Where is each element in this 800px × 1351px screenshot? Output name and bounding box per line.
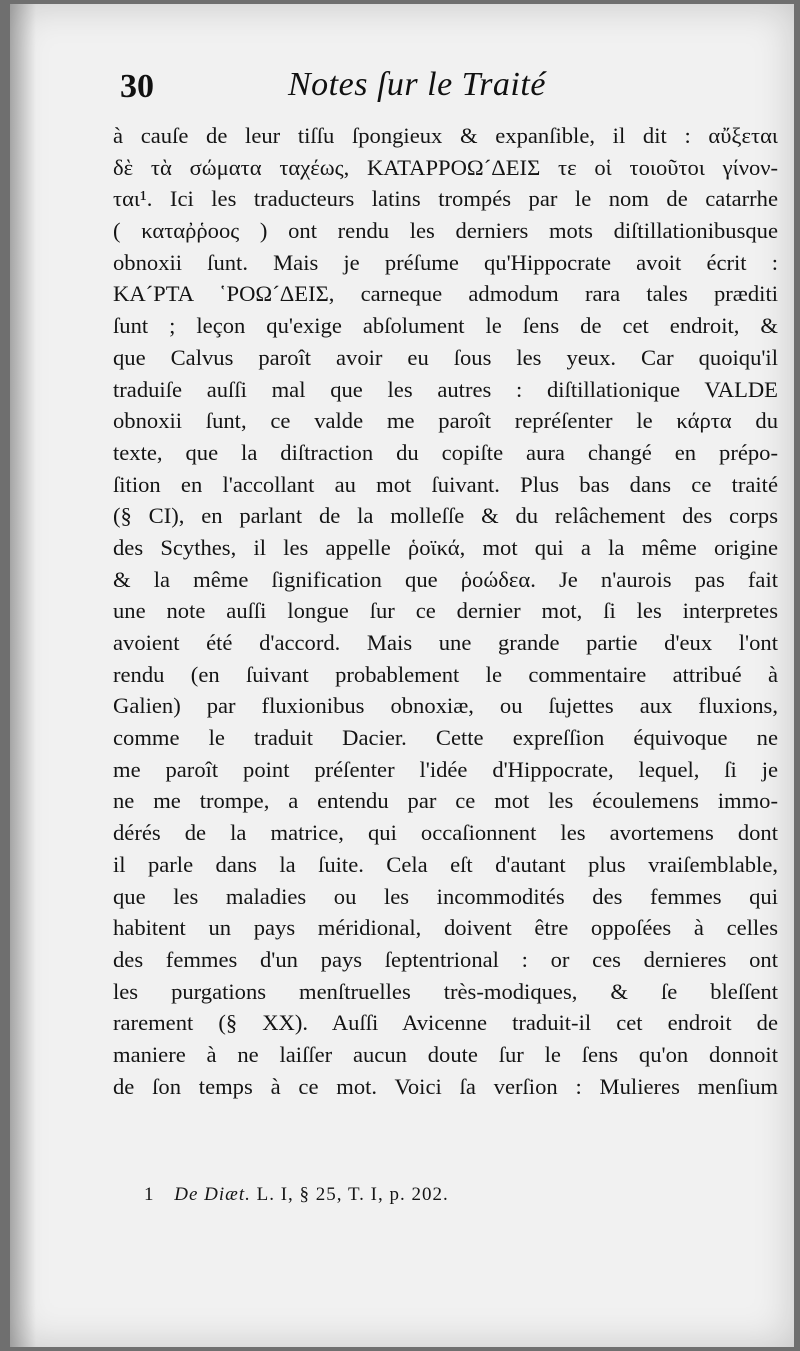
footnote-source: De Diæt. [174,1184,251,1205]
text-line: & la même ſignification que ῥοώδεα. Je n'aurois pas fait [113,566,778,592]
text-line: que les maladies ou les incommodités des femmes qui [113,883,778,909]
book-page [10,4,794,1347]
text-line: rarement (§ XX). Auſſi Avicenne traduit-il cet endroit de [113,1010,778,1036]
footnote [144,1184,744,1206]
text-line: ſition en l'accollant au mot ſuivant. Plus bas dans ce traité [113,471,778,497]
text-line: il parle dans la ſuite. Cela eſt d'autant plus vraiſemblable, [113,851,778,877]
text-line: avoient été d'accord. Mais une grande partie d'eux l'ont [113,630,778,655]
text-line: δὲ τὰ σώματα ταχέως, ΚΑΤΑΡΡΟΩ´ΔΕΙΣ τε οἱ τοιοῦτοι γίνον- [113,154,778,180]
text-line: comme le traduit Dacier. Cette expreſſion équivoque ne [113,725,778,751]
text-line: dérés de la matrice, qui occaſionnent les avortemens dont [113,820,778,846]
text-line: ΚΑ´ΡΤΑ ῾ΡΟΩ´ΔΕΙΣ, carneque admodum rara tales præditi [113,281,778,307]
text-line: ne me trompe, a entendu par ce mot les écoulemens immo- [113,788,778,814]
text-line: les purgations menſtruelles très-modiques, & ſe bleſſent [113,978,778,1004]
footnote-reference: L. I, § 25, T. I, p. 202. [256,1184,449,1205]
page-number: 30 [120,68,154,105]
text-line: ſunt ; leçon qu'exige abſolument le ſens de cet endroit, & [113,313,778,339]
text-line: (§ CI), en parlant de la molleſſe & du relâchement des corps [113,503,778,529]
text-line: obnoxii ſunt. Mais je préſume qu'Hippocrate avoit écrit : [113,249,778,275]
text-line: traduiſe auſſi mal que les autres : diſtillationique VALDE [113,376,778,402]
text-line: de ſon temps à ce mot. Voici ſa verſion : Mulieres menſium [113,1073,778,1099]
text-line: que Calvus paroît avoir eu ſous les yeux. Car quoiqu'il [113,344,778,370]
footnote-mark: 1 [144,1184,155,1205]
text-line: une note auſſi longue ſur ce dernier mot, ſi les interpretes [113,598,778,624]
text-line: ( καταῤῥοος ) ont rendu les derniers mots diſtillationibusque [113,218,778,244]
text-line: ται¹. Ici les traducteurs latins trompés par le nom de catarrhe [113,186,778,212]
text-line: Galien) par fluxionibus obnoxiæ, ou ſujettes aux fluxions, [113,693,778,719]
text-line: maniere à ne laiſſer aucun doute ſur le ſens qu'on donnoit [113,1041,778,1067]
text-line: obnoxii ſunt, ce valde me paroît repréſenter le κάρτα du [113,408,778,434]
text-line: des Scythes, il les appelle ῥοϊκά, mot qui a la même origine [113,534,778,560]
text-line: à cauſe de leur tiſſu ſpongieux & expanſible, il dit : αὔξεται [113,123,778,148]
text-line: des femmes d'un pays ſeptentrional : or ces dernieres ont [113,946,778,972]
text-line: rendu (en ſuivant probablement le commentaire attribué à [113,661,778,687]
text-line: me paroît point préſenter l'idée d'Hippocrate, lequel, ſi je [113,756,778,782]
running-head: Notes ſur le Traité [288,66,546,103]
text-line: habitent un pays méridional, doivent être oppoſées à celles [113,915,778,941]
page-header [120,66,780,116]
text-line: texte, que la diſtraction du copiſte aura changé en prépo- [113,439,778,465]
body-text [113,120,778,1102]
